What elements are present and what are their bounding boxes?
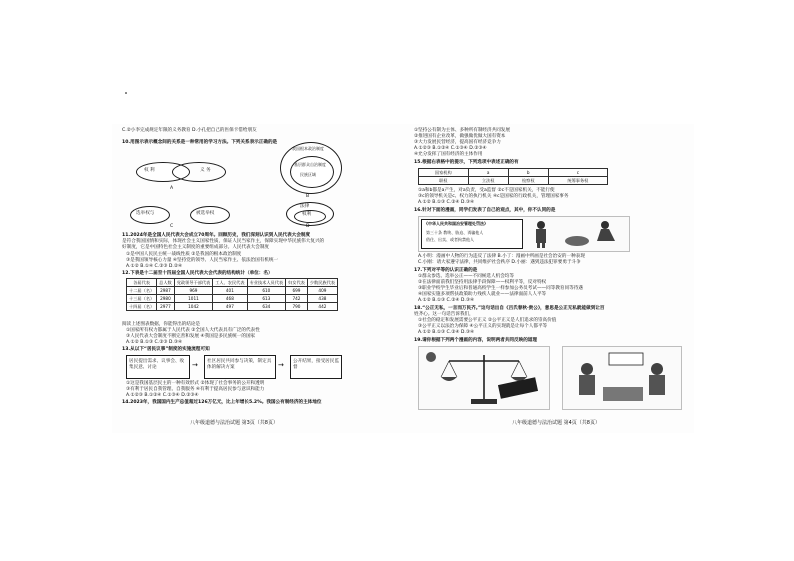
q9-options-cd: C.②小李完成规定年限的义务教育 D.小孔把自己的医保卡借给朋友 <box>122 128 257 133</box>
question-13-answers: A.①②③ B.①②④ C.①③④ D.②③④ <box>126 393 199 398</box>
people-figures-icon <box>563 347 681 409</box>
question-18-line-2: 姓齐心。这一句话告诉我们， <box>414 312 474 317</box>
table-row <box>419 177 608 185</box>
table-cell: 969 <box>174 287 213 295</box>
table-header: b <box>508 169 548 177</box>
table-cell: 442 <box>307 303 337 311</box>
page-footer-right: 八年级道德与法治试题 第4页（共8页） <box>512 420 600 426</box>
table-cell: 十三届（名） <box>127 295 157 303</box>
flow-step-2 <box>204 355 276 379</box>
diagram-b-text-2: 基层群众自治制度 <box>294 162 326 167</box>
flow-step-1-text: 居民提出需求、议事会、收集民意、讨论 <box>129 359 185 370</box>
question-11-options-1: ①是中国人民民主统一战线性质 ②是我国的根本政治制度 <box>126 252 242 257</box>
table-cell: 2977 <box>157 303 175 311</box>
q14-option-1: ①坚持公有制为主体、多种所有制经济共同发展 <box>414 128 510 133</box>
table-header: 妇女代表 <box>286 279 308 287</box>
table-cell: 790 <box>286 303 308 311</box>
question-17-option-4: ④国家实施多项帮扶政策助力残疾人就业——法律面前人人平等 <box>418 292 547 297</box>
table-cell: 2987 <box>157 287 175 295</box>
police-figure-icon <box>527 219 625 249</box>
table-header-row <box>419 169 608 177</box>
table-cell: 统筹事务权 <box>548 177 607 185</box>
diagram-d-bottom-text: 权利 <box>302 212 312 217</box>
q14-option-2: ②推进国有企业改革，做强做优做大国有资本 <box>414 134 506 139</box>
question-16: 16.针对下面的漫画，同学们发表了自己的观点，其中，你不认同的是 <box>414 208 556 213</box>
page-3 <box>120 124 390 433</box>
table-cell: 职权 <box>419 177 469 185</box>
table-cell: 699 <box>286 287 308 295</box>
table-cell: 1011 <box>174 295 213 303</box>
question-15-options-1: ①a和b都是a产生，对a负责，受a监督 ②c不是国家机关，不能行使 <box>418 188 555 193</box>
scales-of-justice-icon <box>419 347 549 409</box>
q14-answers: A.①②③ B.①②④ C.①③④ D.②③④ <box>414 146 487 151</box>
diagram-c-left-text: 选举权与 <box>136 211 155 216</box>
table-header: a <box>468 169 508 177</box>
law-excerpt-line-2: 借住、出卖、或者拘禁他人 <box>426 237 474 242</box>
question-17-answers: A.①② B.①③ C.②④ D.③④ <box>418 298 475 303</box>
diagram-b-text-3: 民族区域 <box>300 172 316 177</box>
table-cell: 634 <box>247 303 286 311</box>
diagram-a-ellipse-right <box>172 162 226 182</box>
question-17-option-2: ②在法律面前我们坚持用法律手段保障——权利平等，反对特权 <box>418 280 547 285</box>
question-18-options-2: ③公平正义以法治为保障 ④公平正义的实现就是让每个人都平等 <box>418 324 548 329</box>
diagram-a-right-text: 义 务 <box>200 168 211 173</box>
institution-table <box>418 168 608 185</box>
exam-sheet <box>112 124 694 433</box>
table-cell: 401 <box>213 287 247 295</box>
table-cell: 610 <box>247 287 286 295</box>
question-11-options-2: ③是我国领导核心力量 ④坚持党的领导、人民当家作主、依法治国有机统一 <box>126 258 279 263</box>
table-header: 国家机构 <box>419 169 469 177</box>
table-cell: 468 <box>213 295 247 303</box>
question-12-answers: A.①② B.①③ C.②③ D.③④ <box>126 340 183 345</box>
question-15: 15.根据右表格中的提示，下列选项中表述正确的有 <box>414 160 519 165</box>
flow-step-1 <box>126 355 190 379</box>
question-11-line-1: 11.2024年是全国人民代表大会成立70周年。回顾历史，我们深刻认识到人民代表大会制度 <box>122 233 311 238</box>
table-header: 总人数 <box>157 279 175 287</box>
table-cell: 438 <box>307 295 337 303</box>
table-row <box>127 295 338 303</box>
flow-step-2-text: 社区居民共同参与决策，制定具体的解决方案 <box>207 359 272 370</box>
question-15-answers: A.①② B.①③ C.②④ D.③④ <box>418 200 475 205</box>
cartoon-scales <box>418 346 550 410</box>
question-12: 12.下表是十二届至十四届全国人民代表大会代表的结构统计（单位：名） <box>122 271 273 276</box>
cartoon-people <box>562 346 682 410</box>
table-cell: 613 <box>247 295 286 303</box>
diagram-a-label: A <box>170 186 174 191</box>
table-cell: 立法权 <box>468 177 508 185</box>
question-17-option-1: ①群众参选、选举公正——不同候选人机会均等 <box>418 274 514 279</box>
flow-step-3 <box>290 355 342 379</box>
table-cell: 十四届（名） <box>127 303 157 311</box>
question-18: 18.“公正无私，一言而万民齐。”这句话出自《吕氏春秋·贵公》，意思是公正无私就能做到让百 <box>414 306 605 311</box>
table-header: c <box>548 169 607 177</box>
law-excerpt-box <box>421 219 523 249</box>
table-cell: 742 <box>286 295 308 303</box>
law-excerpt-title: 《中华人民共和国治安管理处罚法》 <box>424 221 488 226</box>
delegate-table <box>126 278 338 311</box>
question-19: 19.请你根据下列两个漫画的内容，说明两者共同反映的道理 <box>414 338 537 343</box>
arrow-icon: → <box>278 361 284 369</box>
question-11-line-3: 好制度，它是中国特色社会主义制度的重要组成部分。人民代表大会制度 <box>122 245 270 250</box>
table-header-row <box>127 279 338 287</box>
table-header: 少数民族代表 <box>307 279 337 287</box>
table-header: 专业技术人员代表 <box>247 279 286 287</box>
question-13-options-2: ③有利于居民自我管理、自我服务 ④有利于提高居民参与意识和能力 <box>126 387 265 392</box>
q14-option-3: ③大力发展民营经济，提高国有经济竞争力 <box>414 140 501 145</box>
table-row <box>127 303 338 311</box>
arrow-icon: → <box>192 361 198 369</box>
question-18-options-1: ①社会的稳定和发展需要公平正义 ②公平正义是人们追求的崇高价值 <box>418 318 557 323</box>
table-cell: 409 <box>307 287 337 295</box>
page-footer-left: 八年级道德与法治试题 第3页（共8页） <box>190 420 278 426</box>
scan-speck <box>125 92 127 94</box>
diagram-b-text-1: 我国根本政治制度 <box>292 146 324 151</box>
question-17-option-3: ③职业学校学生毕业后和普通高校学生一样参加公务员考试——同等教育同等待遇 <box>418 286 583 291</box>
table-cell: 2980 <box>157 295 175 303</box>
question-10: 10.用图示表示概念间的关系是一种常用的学习方法。下列关系表示正确的是 <box>122 140 278 145</box>
question-12-options-2: ③人民代表大会制度不断完善和发展 ④我国是多民族统一的国家 <box>126 334 256 339</box>
cartoon-law-excerpt <box>418 216 630 252</box>
question-14: 14.2023年，我国国内生产总值超过126万亿元，比上年增长5.2%。我国公有制经济的主体地位 <box>122 400 322 405</box>
table-cell: 十二届（名） <box>127 287 157 295</box>
question-18-answers: A.①② B.①③ C.②④ D.③④ <box>418 330 475 335</box>
diagram-b-label: B <box>306 194 310 199</box>
question-13-options-1: ①这是我国基层民主的一种有效形式 ②体现了社会事务的公开和透明 <box>126 381 265 386</box>
diagram-c-right-text: 被选举权 <box>196 211 215 216</box>
question-11-line-2: 是符合我国国情和实际，体现社会主义国家性质，保证人民当家作主，保障实现中华民族伟大复兴的 <box>122 239 325 244</box>
diagram-a-left-text: 权 利 <box>144 168 155 173</box>
question-17: 17.下列对平等的认识正确的是 <box>414 268 478 273</box>
table-cell: 检察权 <box>508 177 548 185</box>
law-excerpt-line-1: 第三十条 教唆、胁迫、诱骗他人 <box>426 230 484 235</box>
question-16-options-1: A.小明：漫画中人物的行为违反了法律 B.小丁：漫画中所画是社会治安的一种表现 <box>418 254 585 259</box>
question-13: 13.从以下“居民议事”制度的实施流程可知 <box>122 347 210 352</box>
diagram-d-top-text: 法律 <box>300 204 310 209</box>
q14-option-4: ④允分发挥了国有经济的主体作用 <box>414 152 483 157</box>
table-cell: 497 <box>213 303 247 311</box>
table-header: 党政领导干部代表 <box>174 279 213 287</box>
table-cell: 1042 <box>174 303 213 311</box>
page-4 <box>412 124 686 433</box>
diagram-d-label: D <box>306 224 310 229</box>
table-header: 工人、农民代表 <box>213 279 247 287</box>
question-11-answers: A.①② B.①④ C.②③ D.②④ <box>126 264 183 269</box>
question-16-options-2: C.小刚：请大家遵守法律，共同维护社会秩序 D.小丽：遇到违法犯罪要勇于斗争 <box>418 260 581 265</box>
question-12-prompt: 阅读上述图表数据，你能得出的结论是 <box>122 322 201 327</box>
table-header: 各届代表 <box>127 279 157 287</box>
diagram-c-label: C <box>170 224 174 229</box>
question-15-options-2: ③c的领导机关是c、权力的执行机关 ④c是国家的行政机关，管理国家事务 <box>418 194 569 199</box>
flow-step-3-text: 公开结果，接受居民监督 <box>293 359 339 370</box>
table-row <box>127 287 338 295</box>
question-12-options-1: ①国家所有权力都属于人民代表 ②全国人大代表具有广泛的代表性 <box>126 328 260 333</box>
